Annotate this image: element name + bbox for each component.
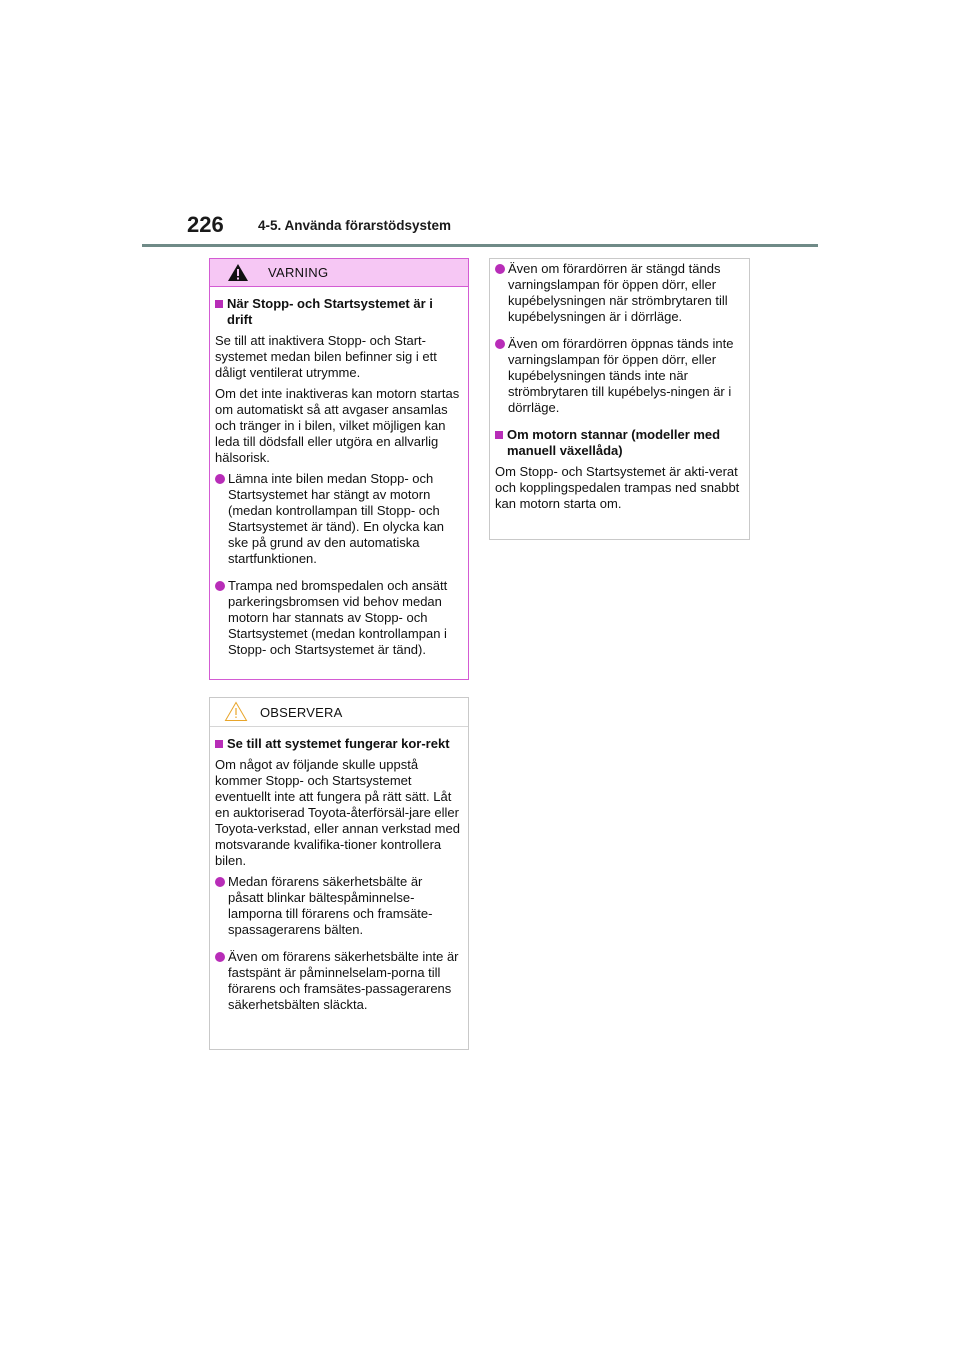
observera-bullet: [215, 949, 460, 1013]
warning-header: [210, 259, 468, 287]
square-bullet-icon: [495, 431, 503, 439]
continued-box: [489, 258, 750, 540]
continued-bullet-text: Även om förardörren är stängd tänds varningslampan för öppen dörr, eller kupébelysningen när strömbrytaren till kupébelysningen är i dörrläge.: [508, 261, 728, 324]
caution-triangle-icon: [224, 701, 248, 722]
square-bullet-icon: [215, 740, 223, 748]
observera-bullet: [215, 874, 460, 938]
continued-heading: [495, 427, 741, 459]
observera-bullet-text: Medan förarens säkerhetsbälte är påsatt blinkar bältespåminnelse-lamporna till förarens och framsäte-spassagerarens bälten.: [228, 874, 433, 937]
warning-paragraph: Om det inte inaktiveras kan motorn startas om automatiskt så att avgaser ansamlas och tränger in i bilen, vilket möjligen kan leda till dödsfall eller utgöra en allvarlig hälsorisk.: [215, 386, 460, 465]
warning-content: [210, 287, 468, 658]
circle-bullet-icon: [215, 952, 225, 962]
observera-header: [210, 698, 468, 727]
warning-bullet-text: Lämna inte bilen medan Stopp- och Startsystemet har stängt av motorn (medan kontrollampan till Stopp- och Startsystemet är tänd). En olycka kan ske på grund av den automatiska startfunktionen.: [228, 471, 445, 566]
warning-bullet: [215, 471, 460, 567]
page-number: 226: [187, 212, 224, 237]
continued-bullet: [495, 261, 741, 325]
warning-label: VARNING: [268, 265, 329, 280]
continued-content: [490, 259, 749, 512]
warning-triangle-icon: [227, 263, 249, 282]
circle-bullet-icon: [495, 339, 505, 349]
continued-heading-text: Om motorn stannar (modeller med manuell växellåda): [507, 427, 721, 458]
circle-bullet-icon: [495, 264, 505, 274]
circle-bullet-icon: [215, 474, 225, 484]
observera-heading: [215, 736, 460, 752]
observera-paragraph: Om något av följande skulle uppstå kommer Stopp- och Startsystemet eventuellt inte att fungera på rätt sätt. Låt en auktoriserad Toyota-återförsäl-jare eller Toyota-verkstad, eller annan verkstad med motsvarande kvalifika-tioner kontrollera bilen.: [215, 757, 460, 868]
observera-box: [209, 697, 469, 1050]
warning-heading-text: När Stopp- och Startsystemet är i drift: [227, 296, 433, 327]
header-rule: [142, 244, 818, 247]
warning-bullet: [215, 578, 460, 658]
observera-heading-text: Se till att systemet fungerar kor-rekt: [227, 736, 450, 751]
square-bullet-icon: [215, 300, 223, 308]
observera-bullet-text: Även om förarens säkerhetsbälte inte är fastspänt är påminnelselam-porna till förarens och framsätes-passagerarens säkerhetsbälten släckta.: [228, 949, 459, 1012]
observera-label: OBSERVERA: [260, 705, 343, 720]
observera-content: [210, 727, 468, 1013]
warning-heading: [215, 296, 460, 328]
circle-bullet-icon: [215, 581, 225, 591]
continued-bullet-text: Även om förardörren öppnas tänds inte varningslampan för öppen dörr, eller kupébelysningen tänds inte när strömbrytaren till kupébelys-ningen är i dörrläge.: [508, 336, 734, 415]
continued-bullet: [495, 336, 741, 416]
warning-box: [209, 258, 469, 680]
continued-paragraph: Om Stopp- och Startsystemet är akti-verat och kopplingspedalen trampas ned snabbt kan motorn starta om.: [495, 464, 740, 511]
warning-paragraph: Se till att inaktivera Stopp- och Start-systemet medan bilen befinner sig i ett dåligt ventilerat utrymme.: [215, 333, 437, 380]
page-header: [187, 212, 827, 246]
warning-bullet-text: Trampa ned bromspedalen och ansätt parkeringsbromsen vid behov medan motorn har stannats av Stopp- och Startsystemet (medan kontrollampan i Stopp- och Startsystemet är tänd).: [228, 578, 448, 657]
circle-bullet-icon: [215, 877, 225, 887]
section-title: 4-5. Använda förarstödsystem: [258, 218, 452, 233]
